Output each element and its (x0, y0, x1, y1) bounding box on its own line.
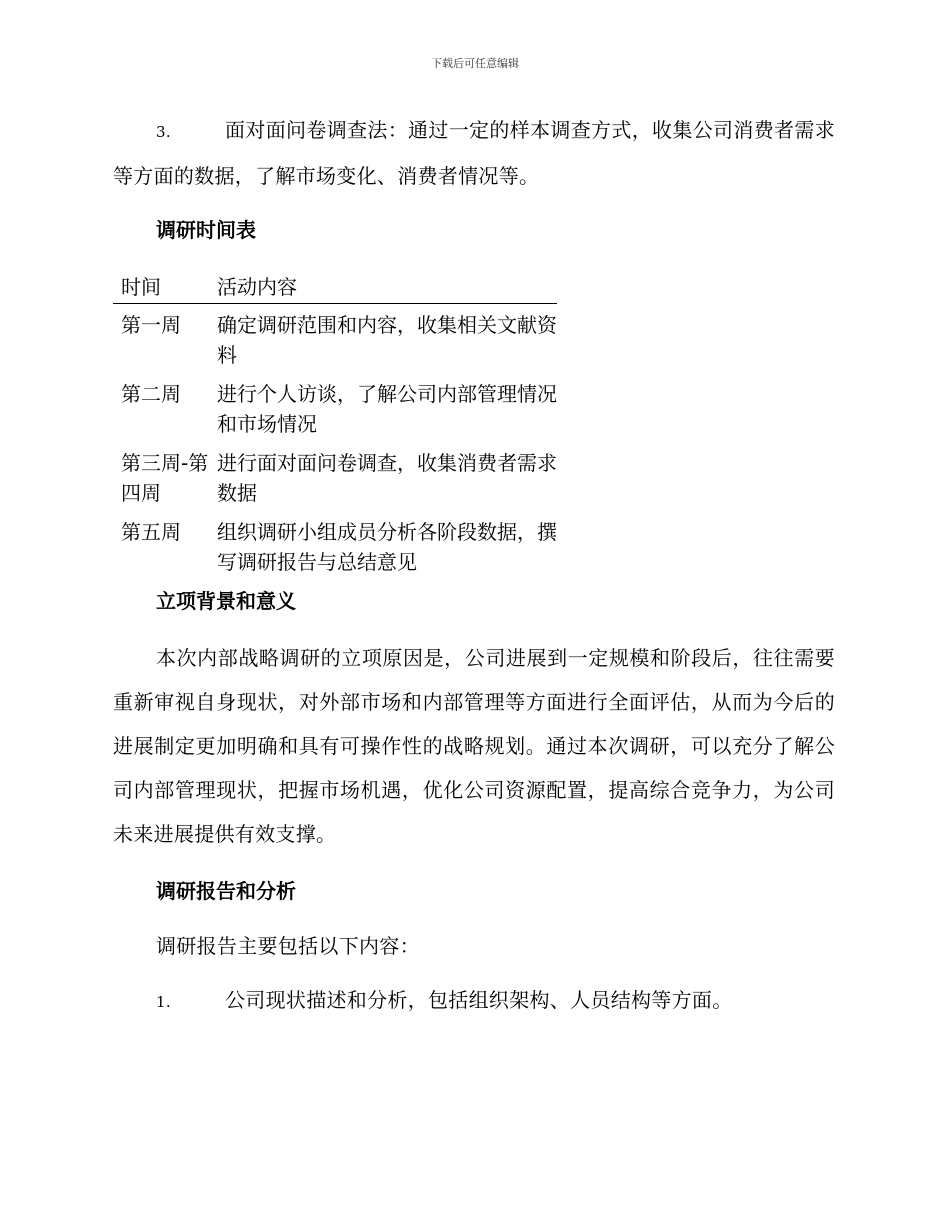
row-activity: 确定调研范围和内容，收集相关文献资料 (217, 313, 557, 367)
table-row (113, 511, 557, 580)
row-time: 第三周-第四周 (121, 451, 209, 505)
row-time: 第二周 (121, 382, 181, 406)
schedule-heading: 调研时间表 (156, 218, 256, 242)
row-activity: 进行面对面问卷调查，收集消费者需求数据 (217, 451, 557, 505)
table-row (113, 304, 557, 374)
report-intro: 调研报告主要包括以下内容： (156, 934, 420, 958)
method-3-text: 面对面问卷调查法：通过一定的样本调查方式，收集公司消费者需求等方面的数据，了解市场变化、消费者情况等。 (113, 118, 835, 188)
schedule-table (113, 273, 557, 580)
background-heading: 立项背景和意义 (156, 589, 296, 613)
background-paragraph: 本次内部战略调研的立项原因是，公司进展到一定规模和阶段后，往往需要重新审视自身现状，对外部市场和内部管理等方面进行全面评估，从而为今后的进展制定更加明确和具有可操作性的战略规划。通过本次调研，可以充分了解公司内部管理现状，把握市场机遇，优化公司资源配置，提高综合竞争力，为公司未来进展提供有效支撑。 (113, 646, 835, 846)
row-activity: 进行个人访谈，了解公司内部管理情况和市场情况 (217, 382, 557, 436)
table-row (113, 373, 557, 442)
report-item-1-number: 1. (156, 993, 171, 1011)
method-3-number: 3. (156, 123, 171, 141)
table-row (113, 442, 557, 511)
row-time: 第一周 (121, 313, 181, 337)
row-activity: 组织调研小组成员分析各阶段数据，撰写调研报告与总结意见 (217, 520, 557, 574)
report-item-1 (113, 978, 835, 1024)
row-time: 第五周 (121, 520, 181, 544)
method-3-paragraph (113, 108, 835, 198)
report-item-1-text: 公司现状描述和分析，包括组织架构、人员结构等方面。 (225, 988, 733, 1012)
header-note: 下载后可任意编辑 (431, 57, 519, 70)
column-header-time: 时间 (113, 273, 209, 304)
schedule-header-row (113, 273, 557, 304)
column-header-activity: 活动内容 (209, 273, 557, 304)
report-heading: 调研报告和分析 (156, 879, 296, 903)
document-content (113, 108, 835, 1024)
